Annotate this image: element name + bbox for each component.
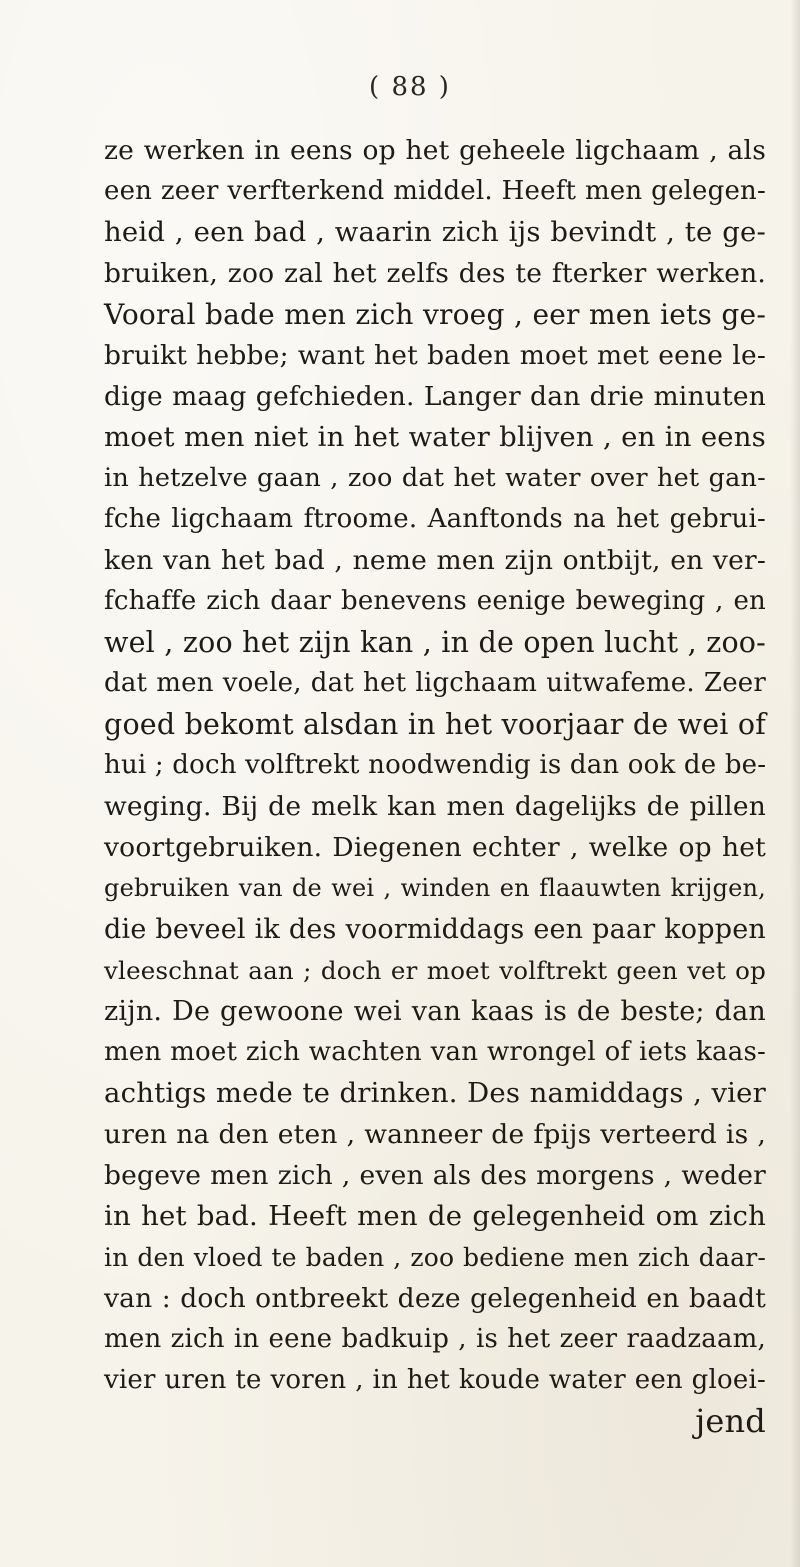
text-line: dige maag gefchieden. Langer dan drie minuten [104,381,766,412]
text-line: ken van het bad , neme men zijn ontbijt, en ver- [104,545,766,576]
text-line: goed bekomt alsdan in het voorjaar de wei of [104,708,766,741]
text-line: hui ; doch volftrekt noodwendig is dan ook de be- [104,750,767,780]
body-text [104,130,766,1442]
text-line: moet men niet in het water blijven , en in eens [104,421,766,453]
text-line: weging. Bij de melk kan men dagelijks de pillen [104,791,766,822]
text-line: in den vloed te baden , zoo bediene men zich daar- [104,1243,766,1272]
text-line: gebruiken van de wei , winden en flaauwten krijgen, [104,874,766,902]
text-line: een zeer verfterkend middel. Heeft men gelegen- [104,176,766,206]
text-line: ze werken in eens op het geheele ligchaam , als [104,135,766,166]
text-line: uren na den eten , wanneer de fpijs verteerd is , [104,1119,766,1150]
text-line: achtigs mede te drinken. Des namiddags , vier [104,1077,766,1109]
text-line: bruiken, zoo zal het zelfs des te fterker werken. [104,258,766,289]
text-line: fchaffe zich daar benevens eenige beweging , en [104,586,766,616]
catchword: jend [695,1402,766,1440]
text-line: zijn. De gewoone wei van kaas is de beste; dan [104,996,766,1027]
text-line: vier uren te voren , in het koude water een gloei- [104,1365,766,1395]
text-line: fche ligchaam ftroome. Aanftonds na het gebrui- [104,504,766,534]
text-line: in hetzelve gaan , zoo dat het water over het gan- [104,463,766,493]
text-line: wel , zoo het zijn kan , in de open lucht , zoo- [104,626,766,659]
text-line: in het bad. Heeft men de gelegenheid om zich [104,1200,766,1232]
page-edge-shadow [790,0,800,1567]
text-line: voortgebruiken. Diegenen echter , welke op het [104,832,766,863]
text-line: men moet zich wachten van wrongel of iets kaas- [104,1037,766,1067]
text-line: die beveel ik des voormiddags een paar koppen [104,914,766,945]
text-line: vleeschnat aan ; doch er moet volftrekt geen vet op [104,956,766,985]
text-line: van : doch ontbreekt deze gelegenheid en baadt [104,1283,766,1314]
text-line: Vooral bade men zich vroeg , eer men iets ge- [104,298,766,331]
text-line: begeve men zich , even als des morgens , weder [104,1160,766,1191]
page-number: ( 88 ) [369,72,451,102]
text-line: bruikt hebbe; want het baden moet met eene le- [104,340,766,371]
text-line: men zich in eene badkuip , is het zeer raadzaam, [104,1324,766,1354]
text-line: heid , een bad , waarin zich ijs bevindt , te ge- [104,216,766,248]
text-line: dat men voele, dat het ligchaam uitwafeme. Zeer [104,668,766,698]
